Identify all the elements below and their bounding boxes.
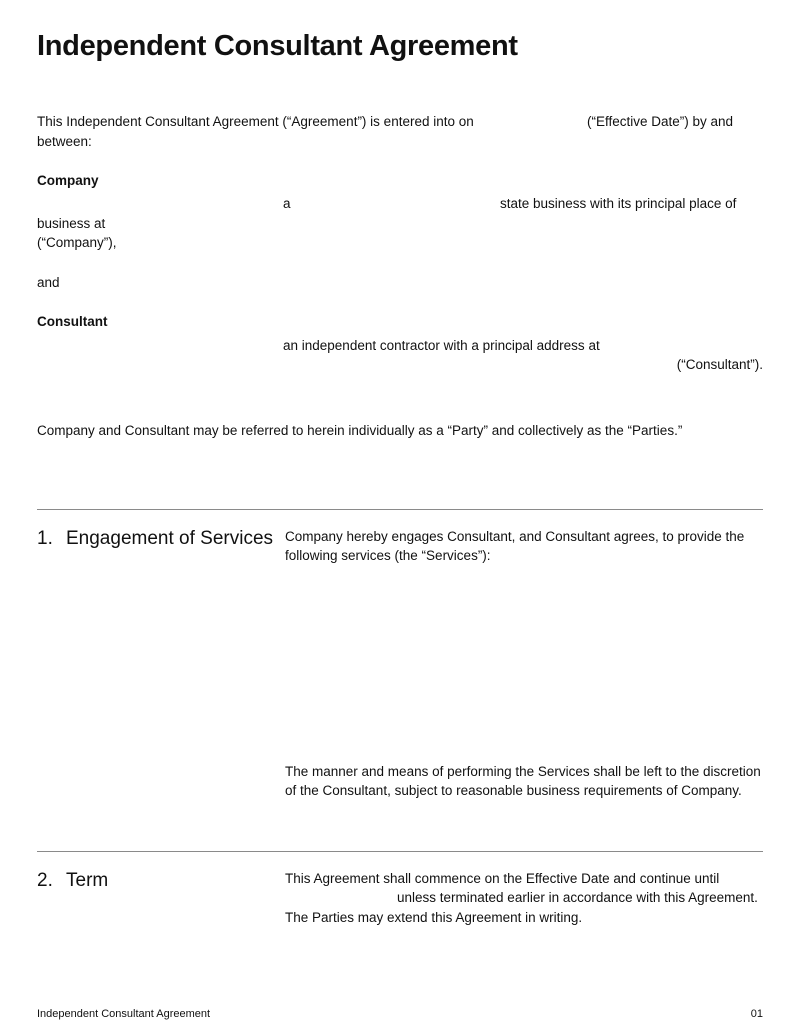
section-2-line: unless terminated earlier in accordance with this Agreement. bbox=[397, 890, 758, 905]
company-a-text: a bbox=[283, 196, 291, 211]
section-2-number: 2. bbox=[37, 870, 53, 891]
section-divider bbox=[37, 509, 763, 510]
company-state-business-text: state business with its principal place of bbox=[500, 196, 737, 211]
and-text: and bbox=[37, 275, 60, 290]
services-field[interactable] bbox=[285, 575, 763, 750]
section-2-title: Term bbox=[66, 870, 109, 891]
section-1-line: of the Consultant, subject to reasonable business requirements of Company. bbox=[285, 783, 742, 798]
company-address-field[interactable] bbox=[110, 214, 760, 232]
page-number: 01 bbox=[750, 1008, 763, 1020]
section-1-line: The manner and means of performing the Services shall be left to the discretion bbox=[285, 764, 761, 779]
section-2-line: The Parties may extend this Agreement in writing. bbox=[285, 910, 583, 925]
company-business-at-text: business at bbox=[37, 216, 106, 231]
consultant-label: Consultant bbox=[37, 314, 108, 329]
section-1-line: following services (the “Services”): bbox=[285, 548, 491, 563]
term-end-date-field[interactable] bbox=[285, 888, 393, 906]
intro-between: between: bbox=[37, 134, 92, 149]
company-state-field[interactable] bbox=[295, 194, 495, 212]
page-title: Independent Consultant Agreement bbox=[37, 30, 518, 62]
intro-text-start: This Independent Consultant Agreement (“Agreement”) is entered into on bbox=[37, 114, 474, 129]
parties-text: Company and Consultant may be referred to herein individually as a “Party” and collectively as the “Parties.” bbox=[37, 423, 683, 438]
effective-date-field[interactable] bbox=[470, 112, 582, 130]
section-2-line: This Agreement shall commence on the Effective Date and continue until bbox=[285, 871, 720, 886]
company-name-field[interactable] bbox=[37, 194, 277, 212]
consultant-name-field[interactable] bbox=[37, 336, 277, 354]
company-paren-text: (“Company”), bbox=[37, 235, 117, 250]
consultant-contractor-text: an independent contractor with a principal address at bbox=[283, 338, 600, 353]
intro-text-end: (“Effective Date”) by and bbox=[587, 114, 734, 129]
section-divider bbox=[37, 851, 763, 852]
section-1-line: Company hereby engages Consultant, and Consultant agrees, to provide the bbox=[285, 529, 745, 544]
footer-title: Independent Consultant Agreement bbox=[37, 1008, 211, 1020]
company-label: Company bbox=[37, 173, 99, 188]
consultant-address-field[interactable] bbox=[37, 355, 667, 373]
section-1-number: 1. bbox=[37, 528, 53, 549]
section-1-title: Engagement of Services bbox=[66, 528, 274, 549]
consultant-paren-text: (“Consultant”). bbox=[676, 357, 763, 372]
